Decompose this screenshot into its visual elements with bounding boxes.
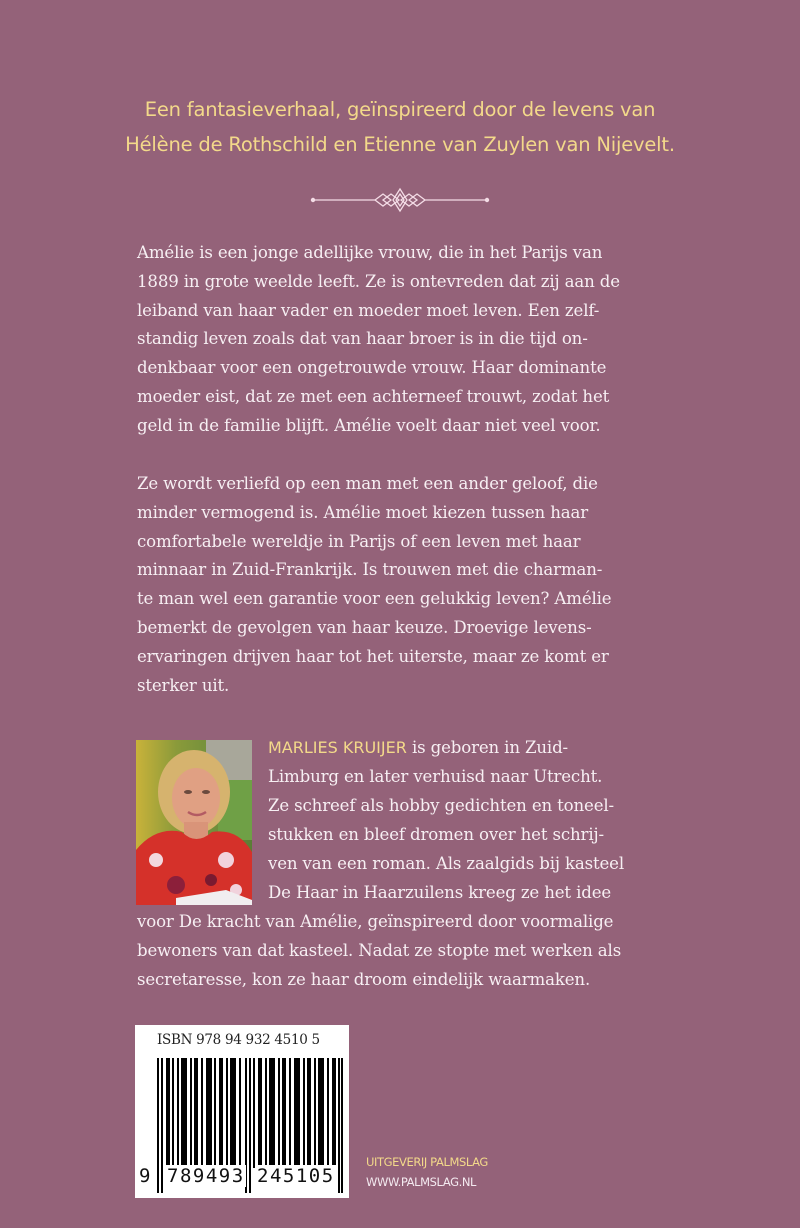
barcode-digit-lead: 9: [139, 1165, 151, 1187]
blurb-line: minnaar in Zuid-Frankrijk. Is trouwen met die charman-: [137, 560, 603, 580]
blurb-line: leiband van haar vader en moeder moet leven. Een zelf-: [137, 300, 600, 320]
blurb-line: 1889 in grote weelde leeft. Ze is ontevreden dat zij aan de: [137, 271, 620, 291]
blurb-line: Ze wordt verliefd op een man met een ander geloof, die: [137, 474, 598, 493]
isbn-label: ISBN 978 94 932 4510 5: [157, 1032, 320, 1048]
blurb-line: moeder eist, dat ze met een achterneef trouwt, zodat het: [137, 386, 610, 406]
blurb-line: ervaringen drijven haar tot het uiterste, maar ze komt er: [137, 646, 609, 666]
blurb-line: sterker uit.: [137, 675, 230, 695]
barcode-digits: [138, 1165, 348, 1193]
blurb-line: Amélie is een jonge adellijke vrouw, die in het Parijs van: [137, 243, 603, 262]
diamond-divider-icon: [305, 186, 495, 214]
bio-line: bewoners van dat kasteel. Nadat ze stopte met werken als: [137, 941, 622, 960]
bio-line: secretaresse, kon ze haar droom eindelijk waarmaken.: [137, 970, 591, 989]
bio-line: Ze schreef als hobby gedichten en toneel-: [268, 796, 615, 815]
blurb-line: standig leven zoals dat van haar broer is in die tijd on-: [137, 329, 588, 349]
bio-line: stukken en bleef dromen over het schrij-: [268, 825, 604, 844]
author-name: MARLIES KRUIJER: [268, 738, 407, 757]
bio-line: De Haar in Haarzuilens kreeg ze het idee: [268, 883, 612, 902]
bio-line: ven van een roman. Als zaalgids bij kasteel: [268, 854, 625, 873]
tagline: [0, 92, 800, 162]
bio-line: Limburg en later verhuisd naar Utrecht.: [268, 767, 603, 786]
blurb-paragraph-1: [137, 239, 677, 441]
blurb-paragraph-2: [137, 470, 677, 700]
author-bio: [137, 734, 677, 995]
isbn-barcode: [135, 1025, 349, 1198]
publisher-url[interactable]: WWW.PALMSLAG.NL: [366, 1175, 477, 1189]
blurb-line: bemerkt de gevolgen van haar keuze. Droevige levens-: [137, 617, 592, 637]
publisher-name: UITGEVERIJ PALMSLAG: [366, 1155, 488, 1169]
publisher-info: [366, 1152, 488, 1192]
blurb-line: te man wel een garantie voor een gelukkig leven? Amélie: [137, 589, 612, 609]
bio-line: voor De kracht van Amélie, geïnspireerd door voormalige: [137, 912, 614, 931]
blurb-line: comfortabele wereldje in Parijs of een leven met haar: [137, 531, 581, 551]
barcode-digit-group-2: 245105: [257, 1165, 335, 1187]
bio-line: [137, 734, 677, 763]
barcode-digit-group-1: 789493: [167, 1165, 245, 1187]
blurb-line: geld in de familie blijft. Amélie voelt daar niet veel voor.: [137, 415, 601, 435]
bio-text: is geboren in Zuid-: [406, 738, 569, 757]
blurb-line: minder vermogend is. Amélie moet kiezen tussen haar: [137, 502, 588, 522]
tagline-line-2: Hélène de Rothschild en Etienne van Zuylen van Nijevelt.: [125, 133, 675, 156]
tagline-line-1: Een fantasieverhaal, geïnspireerd door de levens van: [144, 98, 656, 121]
blurb-line: denkbaar voor een ongetrouwde vrouw. Haar dominante: [137, 358, 607, 378]
